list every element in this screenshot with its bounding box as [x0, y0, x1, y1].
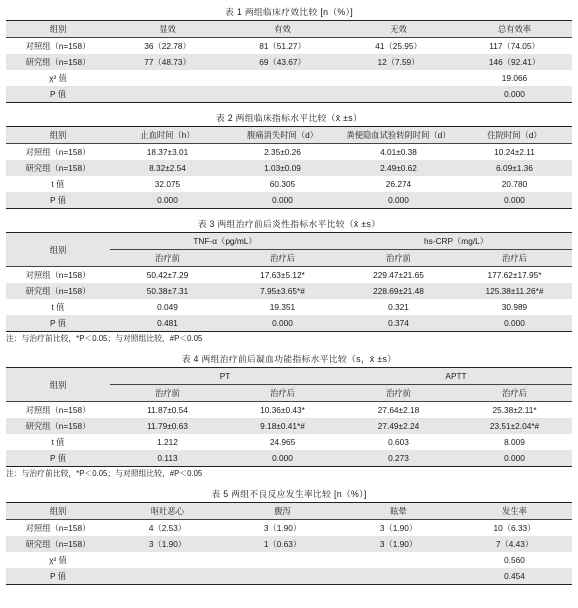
- table-cell: 11.87±0.54: [147, 405, 188, 415]
- table-cell: 研究组（n=158）: [6, 283, 110, 299]
- table-row: [6, 267, 572, 284]
- table-cell: 0.000: [225, 192, 340, 209]
- table-cell: 41（25.95）: [375, 41, 422, 51]
- table-cell: 18.37±3.01: [146, 147, 189, 157]
- table-cell: 3（1.90）: [340, 536, 457, 552]
- table-row: [6, 86, 572, 103]
- table-cell: 研究组（n=158）: [6, 54, 110, 70]
- table-cell: P 值: [6, 315, 110, 332]
- table-cell: 117（74.05）: [489, 41, 540, 51]
- header-cell: 住院时间（d）: [457, 127, 572, 144]
- table-row: [6, 299, 572, 315]
- table-cell: 19.351: [269, 302, 296, 312]
- header-cell: 发生率: [457, 503, 572, 520]
- table4-group-header-row: [6, 368, 572, 385]
- table1-header-row: [6, 21, 572, 38]
- table3: [6, 232, 572, 332]
- table-cell: 177.62±17.95*: [487, 270, 542, 280]
- header-cell: 组别: [6, 503, 110, 520]
- table-cell: 7（4.43）: [457, 536, 572, 552]
- table-cell: 1.03±0.09: [225, 160, 340, 176]
- subheader-cell: 治疗后: [457, 250, 572, 267]
- table-cell: 0.000: [110, 192, 225, 209]
- table-cell: 2.49±0.62: [340, 160, 457, 176]
- table-cell: 26.274: [385, 179, 412, 189]
- table1: [6, 20, 572, 103]
- table4: [6, 367, 572, 467]
- table-cell: 25.38±2.11*: [492, 405, 537, 415]
- table-cell: 3（1.90）: [379, 523, 418, 533]
- table-cell: 0.000: [225, 315, 340, 332]
- table-cell: 1.212: [157, 437, 178, 447]
- table-cell: 228.69±21.48: [340, 283, 457, 299]
- table-cell: 0.374: [340, 315, 457, 332]
- table-cell: 0.049: [157, 302, 178, 312]
- table-cell: 2.35±0.26: [264, 147, 301, 157]
- table-cell: 3（1.90）: [110, 536, 225, 552]
- table-row: [6, 192, 572, 209]
- table-row: [6, 70, 572, 86]
- header-cell: 总有效率: [457, 21, 572, 38]
- header-cell: 组别: [6, 127, 110, 144]
- table1-caption: 表 1 两组临床疗效比较 [n（%）]: [225, 7, 353, 17]
- table-cell: 60.305: [269, 179, 296, 189]
- table-cell: 11.79±0.63: [110, 418, 225, 434]
- table-row: [6, 520, 572, 537]
- table-cell: 125.38±11.26*#: [457, 283, 572, 299]
- table2-caption: 表 2 两组临床指标水平比较（x̄ ±s）: [215, 113, 363, 123]
- table-row: [6, 568, 572, 585]
- table-row: [6, 418, 572, 434]
- table-cell: 0.000: [457, 315, 572, 332]
- table-cell: χ² 值: [49, 555, 67, 565]
- subheader-cell: 治疗后: [225, 250, 340, 267]
- table-cell: 27.64±2.18: [377, 405, 420, 415]
- table-cell: 69（43.67）: [225, 54, 340, 70]
- header-group-cell: TNF-α（pg/mL）: [110, 233, 340, 250]
- table-cell: P 值: [6, 86, 110, 103]
- table-row: [6, 552, 572, 568]
- table-cell: [340, 86, 457, 103]
- table-row: [6, 450, 572, 467]
- table-cell: 0.000: [457, 450, 572, 467]
- table-cell: 4.01±0.38: [380, 147, 417, 157]
- table-cell: 0.273: [340, 450, 457, 467]
- table-cell: [225, 568, 340, 585]
- table3-caption: 表 3 两组治疗前后炎性指标水平比较（x̄ ±s）: [197, 219, 381, 229]
- header-cell: 止血时间（h）: [110, 127, 225, 144]
- table-row: [6, 283, 572, 299]
- table-cell: 对照组（n=158）: [25, 270, 91, 280]
- table-cell: 0.113: [110, 450, 225, 467]
- table-cell: P 值: [6, 450, 110, 467]
- table-cell: [225, 86, 340, 103]
- table-row: [6, 38, 572, 55]
- table-cell: P 值: [6, 568, 110, 585]
- table-cell: 对照组（n=158）: [25, 147, 91, 157]
- table-cell: 0.454: [457, 568, 572, 585]
- table-cell: 77（48.73）: [110, 54, 225, 70]
- table-row: [6, 54, 572, 70]
- table-cell: 10.24±2.11: [494, 147, 535, 157]
- table-cell: [110, 552, 225, 568]
- header-cell: 腹泻: [225, 503, 340, 520]
- document-page: [6, 5, 572, 585]
- table-cell: 23.51±2.04*#: [457, 418, 572, 434]
- table-cell: 10（6.33）: [493, 523, 536, 533]
- subheader-cell: 治疗前: [340, 385, 457, 402]
- header-cell: 眩晕: [340, 503, 457, 520]
- table-cell: 229.47±21.65: [373, 270, 424, 280]
- table-cell: 0.000: [457, 192, 572, 209]
- table-cell: 研究组（n=158）: [6, 418, 110, 434]
- subheader-cell: 治疗后: [457, 385, 572, 402]
- table-cell: 研究组（n=158）: [6, 160, 110, 176]
- table5: [6, 502, 572, 585]
- table3-group-header-row: [6, 233, 572, 250]
- table-cell: 24.965: [269, 437, 296, 447]
- table-cell: 研究组（n=158）: [6, 536, 110, 552]
- table-cell: [110, 86, 225, 103]
- table-row: [6, 402, 572, 419]
- table-cell: 0.560: [504, 555, 525, 565]
- table2-header-row: [6, 127, 572, 144]
- table-cell: 对照组（n=158）: [25, 405, 91, 415]
- header-group-cell: hs-CRP（mg/L）: [340, 233, 572, 250]
- table-cell: [340, 568, 457, 585]
- table5-caption: 表 5 两组不良反应发生率比较 [n（%）]: [211, 489, 367, 499]
- table-cell: 36（22.78）: [144, 41, 191, 51]
- subheader-cell: 治疗前: [110, 250, 225, 267]
- table-cell: 19.066: [501, 73, 528, 83]
- table-cell: [110, 568, 225, 585]
- header-cell: 无效: [340, 21, 457, 38]
- table-cell: 4（2.53）: [148, 523, 187, 533]
- table-row: [6, 315, 572, 332]
- table-cell: 27.49±2.24: [340, 418, 457, 434]
- table-cell: 8.32±2.54: [110, 160, 225, 176]
- table-cell: 0.000: [225, 450, 340, 467]
- table-cell: 30.989: [501, 302, 528, 312]
- table-cell: 12（7.59）: [340, 54, 457, 70]
- table-cell: [110, 70, 225, 86]
- table-cell: 17.63±5.12*: [260, 270, 305, 280]
- table-cell: 10.36±0.43*: [260, 405, 305, 415]
- header-cell: 粪便隐血试验转阴时间（d）: [340, 127, 457, 144]
- table-cell: 0.321: [388, 302, 409, 312]
- table-cell: 7.95±3.65*#: [225, 283, 340, 299]
- table-row: [6, 434, 572, 450]
- header-cell: 组别: [6, 21, 110, 38]
- table-row: [6, 144, 572, 161]
- table-row: [6, 176, 572, 192]
- table-cell: 20.780: [501, 179, 528, 189]
- table5-header-row: [6, 503, 572, 520]
- table-cell: 0.000: [457, 86, 572, 103]
- table-cell: t 值: [51, 302, 65, 312]
- header-cell: 显效: [110, 21, 225, 38]
- table-cell: 1（0.63）: [225, 536, 340, 552]
- table-row: [6, 160, 572, 176]
- table-cell: 146（92.41）: [457, 54, 572, 70]
- table4-note: 注：与治疗前比较，*P＜0.05；与对照组比较，#P＜0.05: [6, 469, 203, 478]
- table4-caption: 表 4 两组治疗前后凝血功能指标水平比较（s，x̄ ±s）: [181, 354, 397, 364]
- table-cell: 50.42±7.29: [146, 270, 189, 280]
- header-group-cell: PT: [110, 368, 340, 385]
- table-cell: 50.38±7.31: [110, 283, 225, 299]
- table-cell: t 值: [51, 437, 65, 447]
- subheader-cell: 治疗前: [110, 385, 225, 402]
- table-cell: 对照组（n=158）: [25, 41, 91, 51]
- table-cell: 9.18±0.41*#: [225, 418, 340, 434]
- table-cell: 0.603: [388, 437, 409, 447]
- subheader-cell: 治疗后: [225, 385, 340, 402]
- table-cell: 6.09±1.36: [457, 160, 572, 176]
- table-cell: 0.481: [110, 315, 225, 332]
- table-row: [6, 536, 572, 552]
- table-cell: χ² 值: [49, 73, 67, 83]
- table-cell: t 值: [51, 179, 65, 189]
- table-cell: 81（51.27）: [259, 41, 306, 51]
- header-cell: 有效: [225, 21, 340, 38]
- subheader-cell: 治疗前: [340, 250, 457, 267]
- table-cell: 3（1.90）: [263, 523, 302, 533]
- table-cell: P 值: [6, 192, 110, 209]
- table-cell: [225, 70, 340, 86]
- table-cell: [225, 552, 340, 568]
- table-cell: 对照组（n=158）: [25, 523, 91, 533]
- table-cell: [340, 70, 457, 86]
- header-cell: 呕吐恶心: [110, 503, 225, 520]
- header-cell: 腹痛消失时间（d）: [225, 127, 340, 144]
- header-group-cell: APTT: [340, 368, 572, 385]
- header-cell: 组别: [6, 233, 110, 267]
- table-cell: 32.075: [154, 179, 181, 189]
- table-cell: [340, 552, 457, 568]
- table3-note: 注：与治疗前比较，*P＜0.05；与对照组比较，#P＜0.05: [6, 334, 203, 343]
- table-cell: 8.009: [504, 437, 525, 447]
- header-cell: 组别: [6, 368, 110, 402]
- table2: [6, 126, 572, 209]
- table-cell: 0.000: [340, 192, 457, 209]
